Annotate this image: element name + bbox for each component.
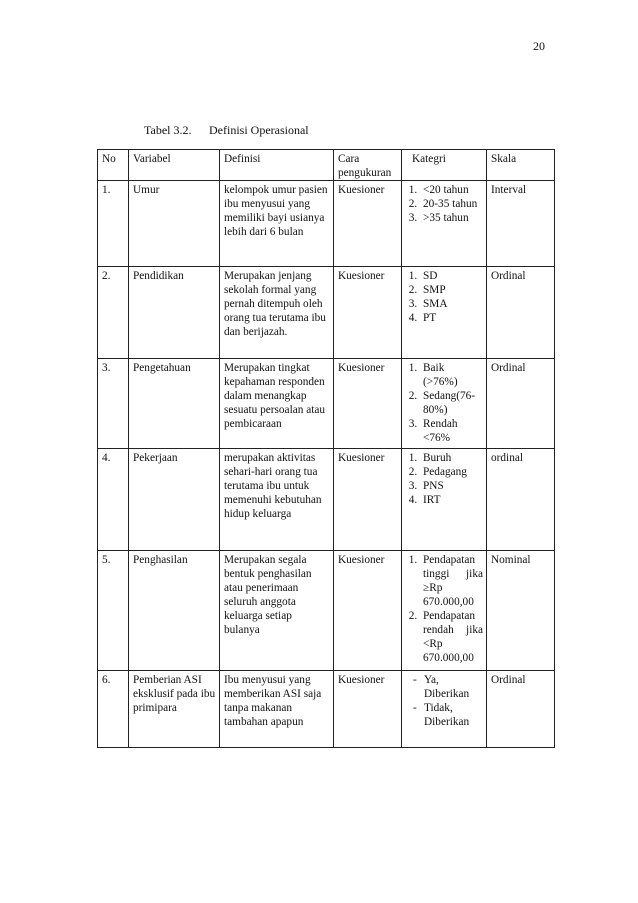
table-row xyxy=(98,449,555,551)
caption-title: Definisi Operasional xyxy=(209,123,309,137)
list-item: - Tidak, Diberikan xyxy=(416,701,484,729)
cell-variabel: Penghasilan xyxy=(129,551,220,671)
cell-cara: Kuesioner xyxy=(334,449,402,551)
header-no: No xyxy=(98,150,129,181)
cell-skala: Ordinal xyxy=(487,359,555,449)
header-kategori: Kategri xyxy=(402,150,487,181)
list-item: 1. Baik (>76%) xyxy=(420,361,461,389)
list-item: 1. Buruh xyxy=(420,451,483,465)
cell-cara: Kuesioner xyxy=(334,181,402,267)
table-row xyxy=(98,551,555,671)
header-cara: Cara pengukuran xyxy=(334,150,402,181)
cell-skala: Nominal xyxy=(487,551,555,671)
cell-variabel: Pemberian ASI eksklusif pada ibu primipara xyxy=(129,671,220,748)
cell-no: 4. xyxy=(98,449,129,551)
table-caption xyxy=(144,123,309,138)
cell-no: 3. xyxy=(98,359,129,449)
list-item: 3. Rendah <76% xyxy=(420,417,465,445)
cell-kategori xyxy=(402,267,487,359)
list-item: 2. SMP xyxy=(420,283,483,297)
list-item: 2. Sedang(76-80%) xyxy=(420,389,481,417)
list-item: 2. Pendapatan rendah jika <Rp 670.000,00 xyxy=(420,609,483,665)
list-item: 1. <20 tahun xyxy=(420,183,483,197)
cell-no: 6. xyxy=(98,671,129,748)
header-variabel: Variabel xyxy=(129,150,220,181)
cell-definisi: merupakan aktivitas sehari-hari orang tua terutama ibu untuk memenuhi kebutuhan hidup keluarga xyxy=(220,449,334,551)
table-row xyxy=(98,359,555,449)
page-number: 20 xyxy=(533,39,545,53)
cell-kategori xyxy=(402,359,487,449)
list-item: 2. Pedagang xyxy=(420,465,483,479)
list-item: 3. SMA xyxy=(420,297,483,311)
cell-skala: Ordinal xyxy=(487,267,555,359)
list-item: 1. Pendapatan tinggi jika ≥Rp 670.000,00 xyxy=(420,553,483,609)
list-item: 4. PT xyxy=(420,311,483,325)
header-skala: Skala xyxy=(487,150,555,181)
cell-skala: ordinal xyxy=(487,449,555,551)
cell-cara: Kuesioner xyxy=(334,359,402,449)
cell-definisi: Merupakan segala bentuk penghasilan atau penerimaan seluruh anggota keluarga setiap bulanya xyxy=(220,551,334,671)
table-row xyxy=(98,181,555,267)
table-row xyxy=(98,267,555,359)
table-row xyxy=(98,671,555,748)
cell-no: 1. xyxy=(98,181,129,267)
cell-definisi: Ibu menyusui yang memberikan ASI saja tanpa makanan tambahan apapun xyxy=(220,671,334,748)
list-item: 3. >35 tahun xyxy=(420,211,483,225)
list-item: 4. IRT xyxy=(420,493,483,507)
caption-number: Tabel 3.2. xyxy=(144,123,192,137)
cell-variabel: Umur xyxy=(129,181,220,267)
cell-definisi: Merupakan jenjang sekolah formal yang pernah ditempuh oleh orang tua terutama ibu dan berijazah. xyxy=(220,267,334,359)
definition-table xyxy=(97,149,555,748)
cell-kategori xyxy=(402,449,487,551)
cell-skala: Ordinal xyxy=(487,671,555,748)
cell-kategori xyxy=(402,671,487,748)
cell-cara: Kuesioner xyxy=(334,267,402,359)
list-item: 3. PNS xyxy=(420,479,483,493)
cell-cara: Kuesioner xyxy=(334,671,402,748)
cell-no: 2. xyxy=(98,267,129,359)
cell-variabel: Pendidikan xyxy=(129,267,220,359)
list-item: - Ya, Diberikan xyxy=(416,673,484,701)
header-definisi: Definisi xyxy=(220,150,334,181)
cell-variabel: Pengetahuan xyxy=(129,359,220,449)
cell-variabel: Pekerjaan xyxy=(129,449,220,551)
cell-skala: Interval xyxy=(487,181,555,267)
list-item: 1. SD xyxy=(420,269,483,283)
table-header-row xyxy=(98,150,555,181)
cell-kategori xyxy=(402,551,487,671)
cell-cara: Kuesioner xyxy=(334,551,402,671)
cell-kategori xyxy=(402,181,487,267)
cell-definisi: Merupakan tingkat kepahaman responden dalam menangkap sesuatu persoalan atau pembicaraan xyxy=(220,359,334,449)
cell-definisi: kelompok umur pasien ibu menyusui yang memiliki bayi usianya lebih dari 6 bulan xyxy=(220,181,334,267)
list-item: 2. 20-35 tahun xyxy=(420,197,483,211)
cell-no: 5. xyxy=(98,551,129,671)
